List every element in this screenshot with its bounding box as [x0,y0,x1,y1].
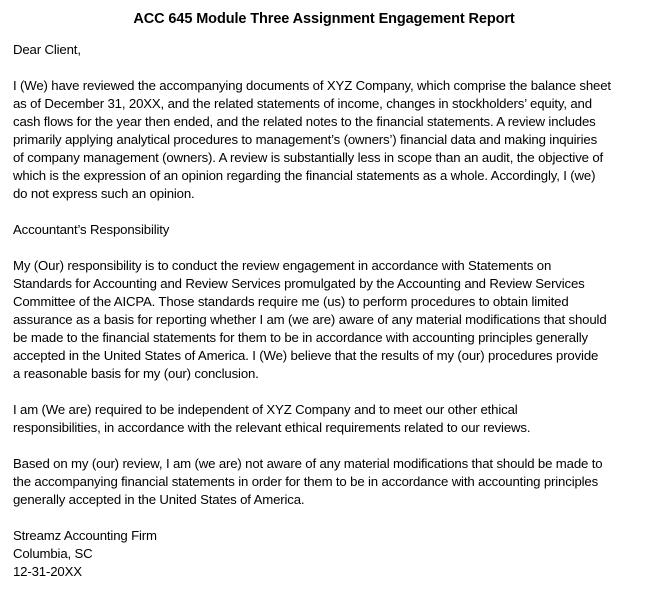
text-line: of company management (owners). A review is substantially less in scope than an audit, the objective of [13,150,604,165]
text-line: Based on my (our) review, I am (we are) not aware of any material modifications that should be made to [13,456,603,471]
text-line: assurance as a basis for reporting whether I am (we are) aware of any material modifications that should [13,312,607,327]
text-line: generally accepted in the United States of America. [13,492,305,507]
text-line: which is the expression of an opinion regarding the financial statements as a whole. Accordingly, I (we) [13,168,596,183]
text-line: responsibilities, in accordance with the relevant ethical requirements related to our reviews. [13,420,531,435]
text-line: accepted in the United States of America. I (We) believe that the results of my (our) procedures provide [13,348,599,363]
text-line: the accompanying financial statements in order for them to be in accordance with accounting principles [13,474,599,489]
paragraph-review-scope [13,77,635,203]
text-line: I am (We are) required to be independent of XYZ Company and to meet our other ethical [13,402,518,417]
report-title: ACC 645 Module Three Assignment Engagement Report [133,11,515,27]
paragraph-independence [13,401,635,437]
text-line: do not express such an opinion. [13,186,195,201]
text-line: My (Our) responsibility is to conduct the review engagement in accordance with Statements on [13,258,552,273]
firm-name: Streamz Accounting Firm [13,528,157,543]
text-line: Standards for Accounting and Review Services promulgated by the Accounting and Review Services [13,276,585,291]
text-line: Committee of the AICPA. Those standards require me (us) to perform procedures to obtain limited [13,294,569,309]
text-line: a reasonable basis for my (our) conclusion. [13,366,259,381]
text-line: be made to the financial statements for them to be in accordance with accounting principles generally [13,330,588,345]
paragraph-conclusion [13,455,635,509]
text-line: cash flows for the year then ended, and the related notes to the financial statements. A review includes [13,114,596,129]
paragraph-responsibility [13,257,635,383]
signature-block [13,527,635,581]
text-line: as of December 31, 20XX, and the related statements of income, changes in stockholders’ equity, and [13,96,592,111]
text-line: I (We) have reviewed the accompanying documents of XYZ Company, which comprise the balance sheet [13,78,611,93]
section-heading: Accountant’s Responsibility [13,222,170,237]
salutation: Dear Client, [13,42,81,57]
report-date: 12-31-20XX [13,564,82,579]
firm-location: Columbia, SC [13,546,93,561]
text-line: primarily applying analytical procedures to management’s (owners’) financial data and making inquiries [13,132,598,147]
